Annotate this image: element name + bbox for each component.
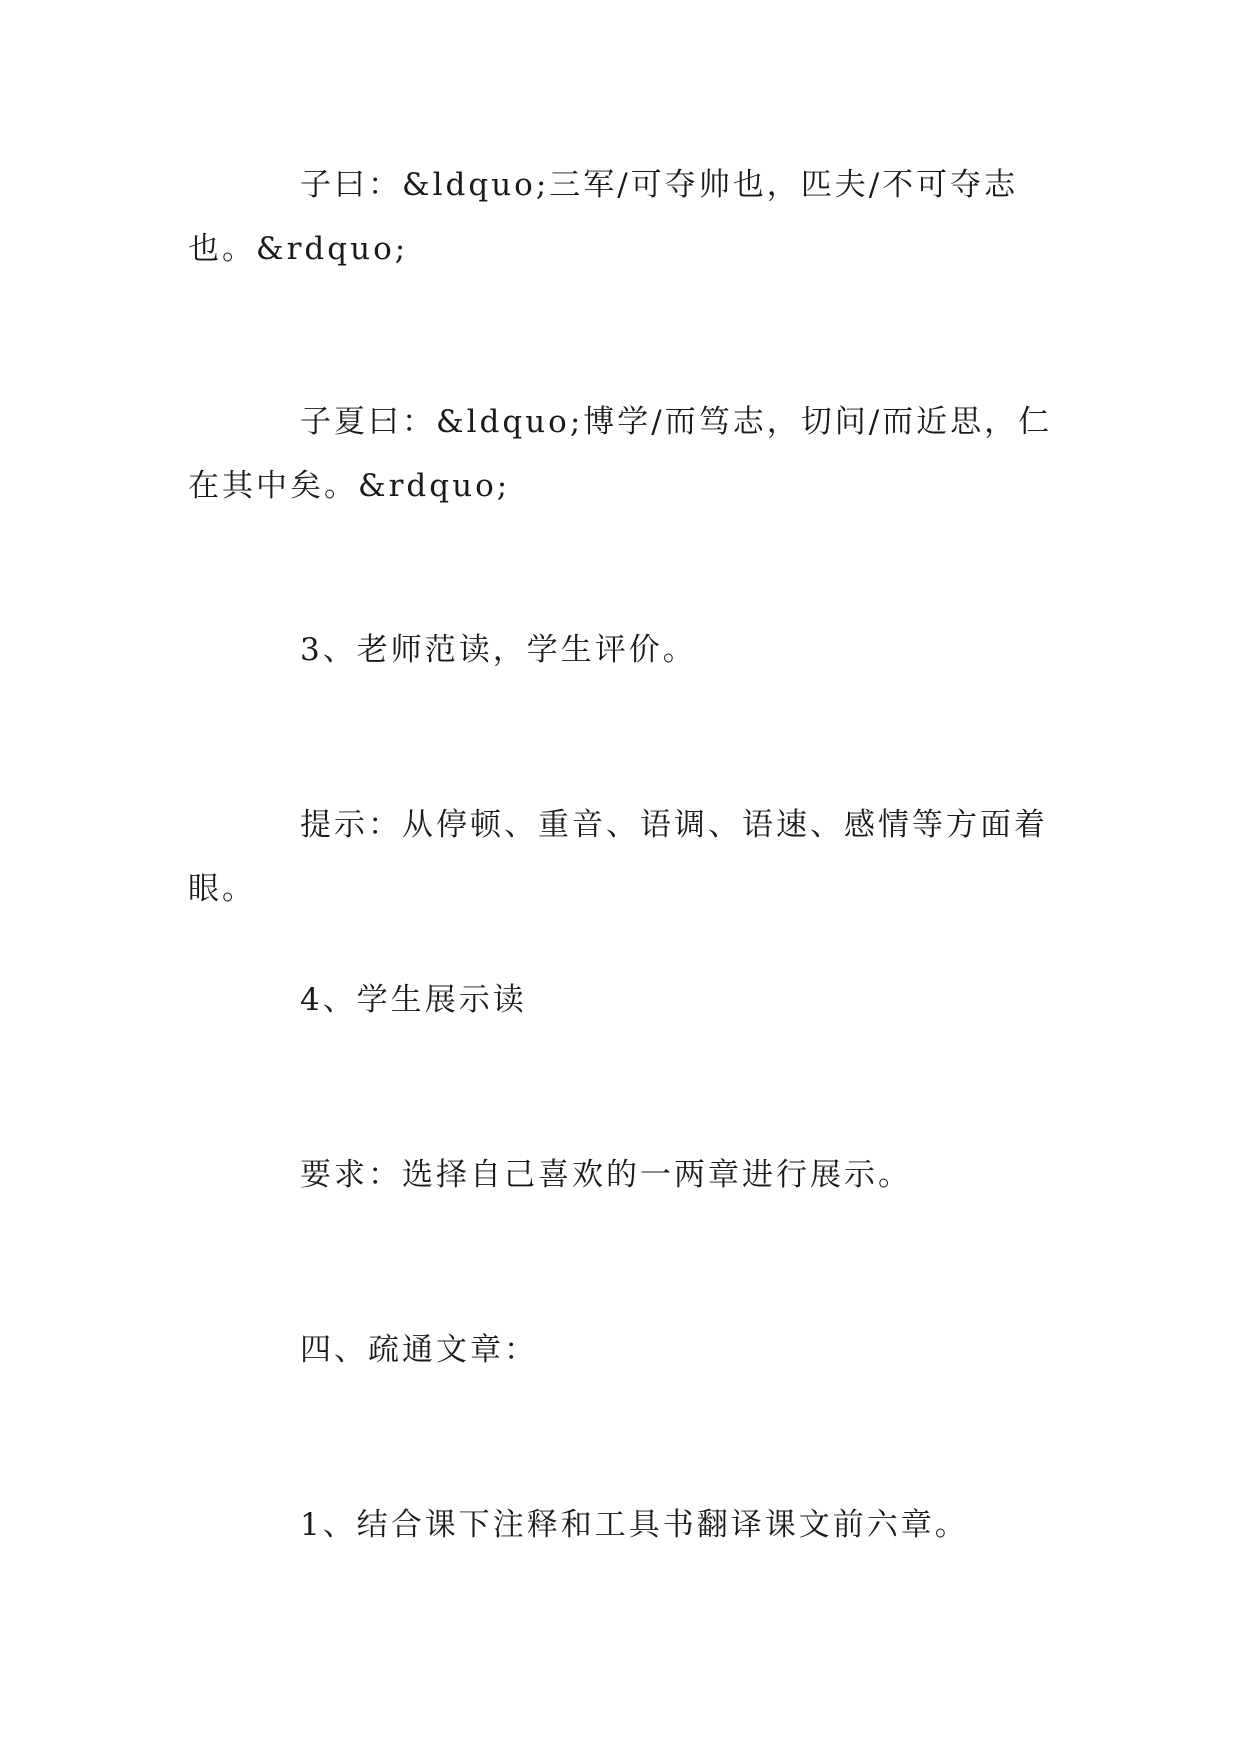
section-heading-four: 四、疏通文章： — [300, 1332, 538, 1368]
paragraph-quote-zi-yue: 子曰：&ldquo;三军/可夺帅也，匹夫/不可夺志也。&rdquo; — [188, 167, 1019, 267]
paragraph-step-1: 1、结合课下注释和工具书翻译课文前六章。 — [300, 1507, 969, 1543]
paragraph-step-3: 3、老师范读，学生评价。 — [300, 632, 697, 668]
paragraph-quote-zi-xia-yue: 子夏曰：&ldquo;博学/而笃志，切问/而近思，仁在其中矣。&rdquo; — [188, 404, 1053, 504]
paragraph-requirement: 要求：选择自己喜欢的一两章进行展示。 — [300, 1157, 912, 1193]
paragraph-step-4: 4、学生展示读 — [300, 982, 527, 1018]
paragraph-hint: 提示：从停顿、重音、语调、语速、感情等方面着眼。 — [188, 807, 1048, 907]
